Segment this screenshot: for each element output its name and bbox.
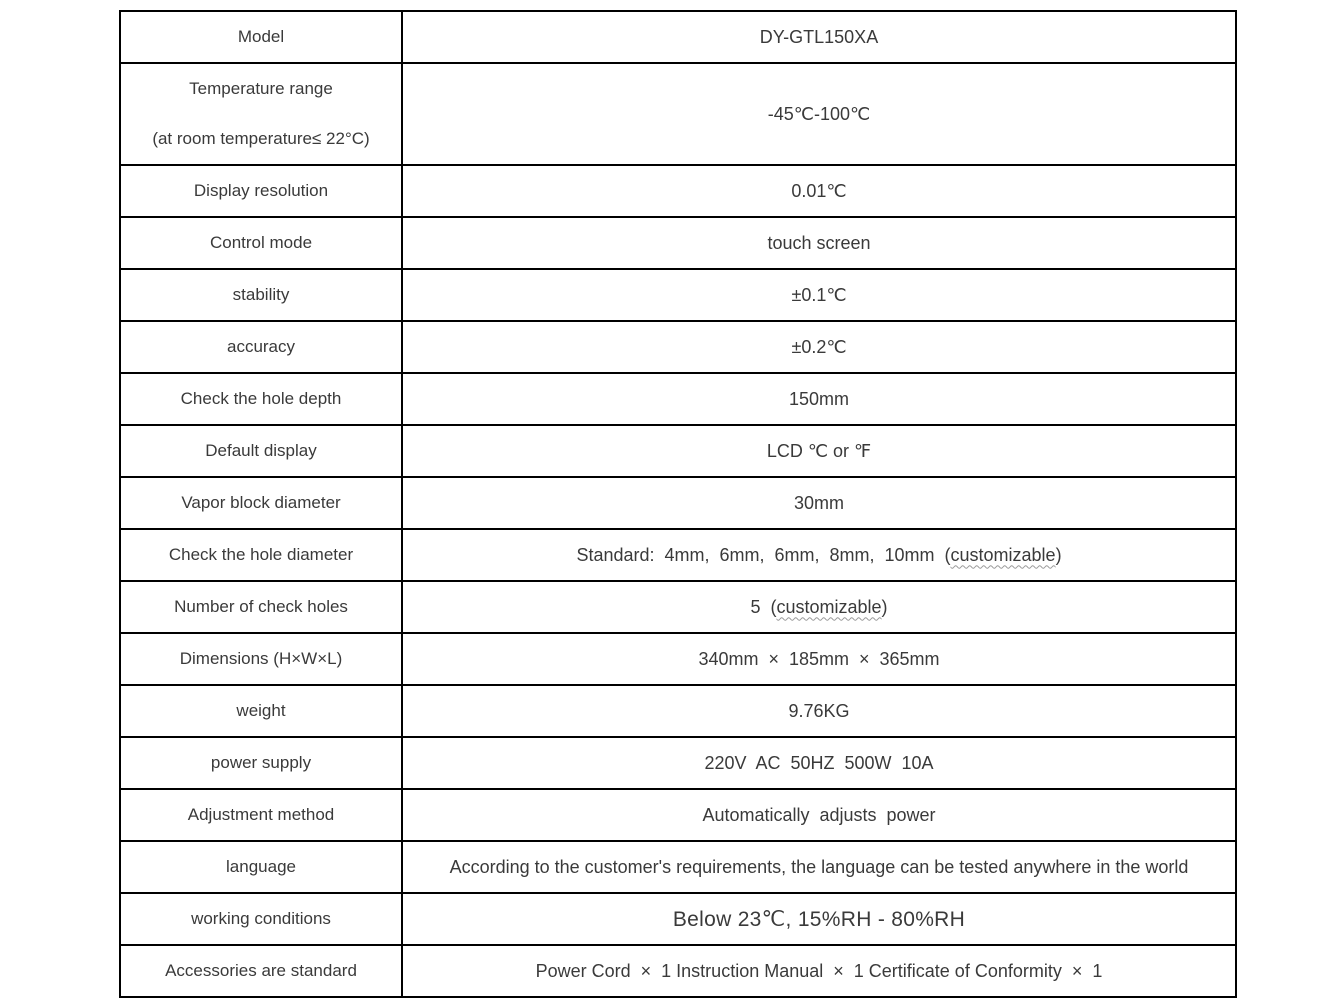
number-of-check-holes-customizable: customizable [776,596,882,617]
spec-label-check-hole-diameter: Check the hole diameter [120,529,402,581]
table-row-vapor-block-diameter [120,477,1236,529]
table-row-power-supply [120,737,1236,789]
number-of-check-holes-suffix: ) [881,596,888,617]
spec-label-dimensions: Dimensions (H×W×L) [120,633,402,685]
spec-value-stability: ±0.1℃ [402,269,1236,321]
temperature-range-label-line2: (at room temperature≤ 22°C) [152,129,370,148]
spec-label-accuracy: accuracy [120,321,402,373]
check-hole-diameter-prefix: Standard: 4mm, 6mm, 6mm, 8mm, 10mm ( [576,544,951,565]
table-row-stability [120,269,1236,321]
spec-label-language: language [120,841,402,893]
spec-value-working-conditions: Below 23℃, 15%RH - 80%RH [402,893,1236,945]
spec-value-language: According to the customer's requirements, the language can be tested anywhere in the world [402,841,1236,893]
table-row-adjustment-method [120,789,1236,841]
check-hole-diameter-customizable: customizable [950,544,1056,565]
spec-value-weight: 9.76KG [402,685,1236,737]
spec-label-weight: weight [120,685,402,737]
table-row-accessories [120,945,1236,997]
spec-value-control-mode: touch screen [402,217,1236,269]
check-hole-diameter-suffix: ) [1055,544,1062,565]
spec-value-check-hole-diameter [402,529,1236,581]
table-row-default-display [120,425,1236,477]
spec-value-accuracy: ±0.2℃ [402,321,1236,373]
table-row-weight [120,685,1236,737]
spec-value-adjustment-method: Automatically adjusts power [402,789,1236,841]
temperature-range-label-line1: Temperature range [189,79,333,98]
spec-value-dimensions: 340mm × 185mm × 365mm [402,633,1236,685]
spec-value-check-hole-depth: 150mm [402,373,1236,425]
spec-label-accessories: Accessories are standard [120,945,402,997]
spec-value-temperature-range: -45℃-100℃ [402,63,1236,165]
spec-label-check-hole-depth: Check the hole depth [120,373,402,425]
number-of-check-holes-prefix: 5 ( [750,596,777,617]
spec-label-control-mode: Control mode [120,217,402,269]
spec-value-default-display: LCD ℃ or ℉ [402,425,1236,477]
spec-label-default-display: Default display [120,425,402,477]
spec-value-vapor-block-diameter: 30mm [402,477,1236,529]
table-row-check-hole-depth [120,373,1236,425]
table-row-accuracy [120,321,1236,373]
spec-value-model: DY-GTL150XA [402,11,1236,63]
table-row-display-resolution [120,165,1236,217]
spec-label-display-resolution: Display resolution [120,165,402,217]
spec-value-number-of-check-holes [402,581,1236,633]
table-row-check-hole-diameter [120,529,1236,581]
table-row-language [120,841,1236,893]
table-row-working-conditions [120,893,1236,945]
spec-label-model: Model [120,11,402,63]
spec-value-power-supply: 220V AC 50HZ 500W 10A [402,737,1236,789]
table-row-model [120,11,1236,63]
spec-value-accessories: Power Cord × 1 Instruction Manual × 1 Certificate of Conformity × 1 [402,945,1236,997]
table-row-dimensions [120,633,1236,685]
temperature-range-label-lines [125,79,397,149]
spec-label-temperature-range [120,63,402,165]
spec-label-working-conditions: working conditions [120,893,402,945]
spec-label-power-supply: power supply [120,737,402,789]
spec-table [119,10,1237,998]
spec-label-stability: stability [120,269,402,321]
spec-value-display-resolution: 0.01℃ [402,165,1236,217]
table-row-number-of-check-holes [120,581,1236,633]
spec-label-adjustment-method: Adjustment method [120,789,402,841]
table-row-temperature-range [120,63,1236,165]
table-row-control-mode [120,217,1236,269]
spec-label-number-of-check-holes: Number of check holes [120,581,402,633]
spec-label-vapor-block-diameter: Vapor block diameter [120,477,402,529]
